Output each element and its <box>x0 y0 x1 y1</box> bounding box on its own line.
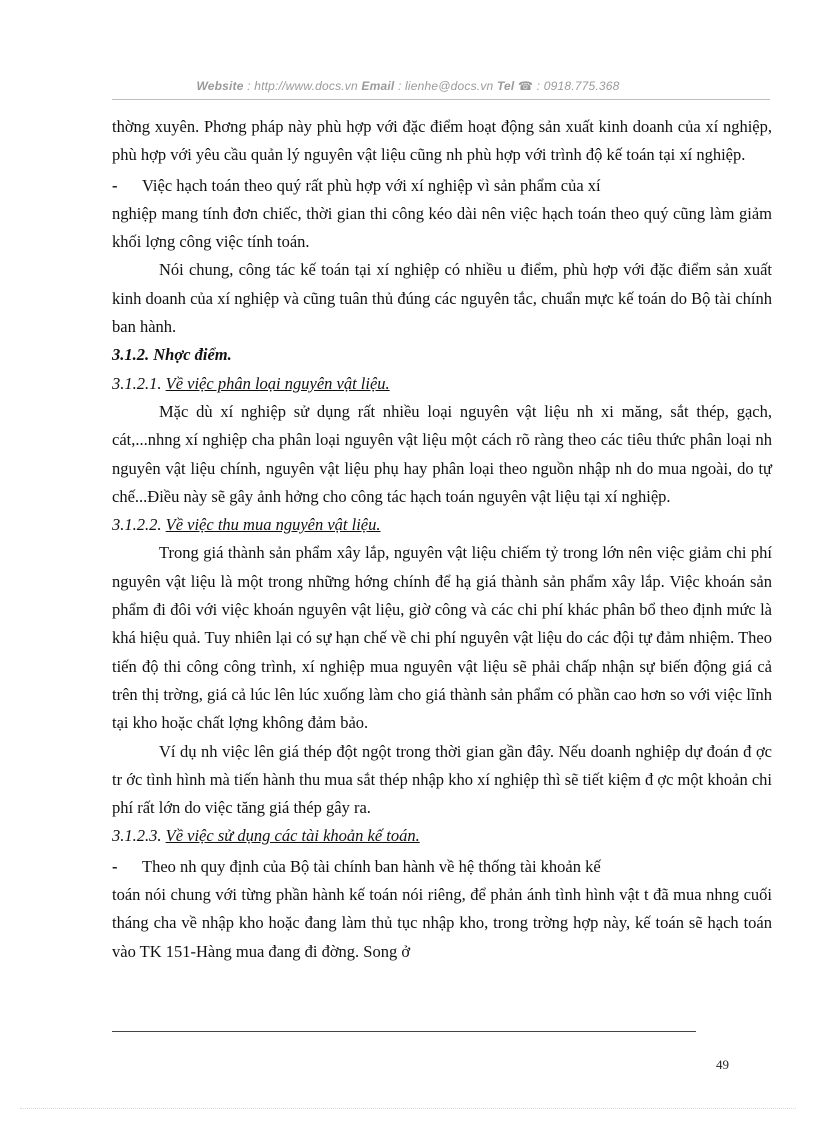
bullet-2 <box>112 853 772 881</box>
bullet-dash-icon: - <box>112 175 118 195</box>
heading-3-1-2-1 <box>112 370 772 398</box>
website-value: : http://www.docs.vn <box>243 79 362 93</box>
paragraph-1: thờng xuyên. Phơng pháp này phù hợp với đặc điểm hoạt động sản xuất kinh doanh của xí nghiệp, phù hợp với yêu cầu quản lý nguyên vật liệu cũng nh phù hợp với trình độ kế toán tại xí nghiệp. <box>112 117 772 165</box>
bullet-1-continuation: nghiệp mang tính đơn chiếc, thời gian thi công kéo dài nên việc hạch toán theo quý cũng làm giảm khối lợng công việc tính toán. <box>112 203 772 252</box>
paragraph-4: Trong giá thành sản phẩm xây lắp, nguyên vật liệu chiếm tỷ trong lớn nên việc giảm chi phí nguyên vật liệu là một trong những hớng chính để hạ giá thành sản phẩm xây lắp. Việc khoán sản phẩm đi đôi với việc khoán nguyên vật liệu, giờ công và các chi phí khác phân bổ theo định mức là khá hiệu quả. Tuy nhiên lại có sự hạn chế về chi phí nguyên vật liệu do các đội tự đảm nhiệm. Theo tiến độ thi công công trình, xí nghiệp mua nguyên vật liệu sẽ phải chấp nhận sự biến động giá cả trên thị trờng, giá cả lúc lên lúc xuống làm cho giá thành sản phẩm có phần cao hơn so với việc lĩnh tại kho hoặc chất lợng không đảm bảo. <box>112 543 772 733</box>
heading-3-1-2-2-text: Về việc thu mua nguyên vật liệu. <box>165 515 381 535</box>
heading-3-1-2-2-number: 3.1.2.2. <box>112 515 166 535</box>
heading-3-1-2-2 <box>112 511 772 539</box>
tel-value: ☎ : 0918.775.368 <box>514 79 620 93</box>
heading-3-1-2-1-text: Về việc phân loại nguyên vật liệu. <box>165 373 390 393</box>
email-label: Email <box>361 79 395 93</box>
header-divider <box>112 99 770 100</box>
page-header <box>0 79 816 93</box>
email-value: : lienhe@docs.vn <box>394 79 497 93</box>
tel-label: Tel <box>496 79 515 93</box>
heading-3-1-2-3-number: 3.1.2.3. <box>112 826 166 846</box>
heading-3-1-2-3-text: Về việc sử dụng các tài khoản kế toán. <box>165 826 420 846</box>
paragraph-3: Mặc dù xí nghiệp sử dụng rất nhiều loại nguyên vật liệu nh xi măng, sắt thép, gạch, cát,...nhng xí nghiệp cha phân loại nguyên vật liệu một cách rõ ràng theo các tiêu thức phân loại nh nguyên vật liệu chính, nguyên vật liệu phụ hay phân loại theo nguồn nhập nh do mua ngoài, do tự chế...Điều này sẽ gây ảnh hởng cho công tác hạch toán nguyên vật liệu tại xí nghiệp. <box>112 401 772 506</box>
bullet-1-line1: Việc hạch toán theo quý rất phù hợp với xí nghiệp vì sản phẩm của xí <box>142 175 601 195</box>
heading-3-1-2-3 <box>112 822 772 850</box>
bullet-dash-icon: - <box>112 856 118 876</box>
document-body <box>112 113 772 966</box>
page-number: 49 <box>716 1057 729 1072</box>
bullet-2-continuation: toán nói chung với từng phần hành kế toán nói riêng, để phản ánh tình hình vật t đã mua nhng cuối tháng cha về nhập kho hoặc đang làm thủ tục nhập kho, trong trờng hợp này, kế toán sẽ hạch toán vào TK 151-Hàng mua đang đi đờng. Song ở <box>112 885 772 961</box>
bullet-2-line1: Theo nh quy định của Bộ tài chính ban hành về hệ thống tài khoản kế <box>142 856 601 876</box>
bullet-1 <box>112 172 772 200</box>
footer-divider <box>112 1031 696 1032</box>
paragraph-5: Ví dụ nh việc lên giá thép đột ngột trong thời gian gần đây. Nếu doanh nghiệp dự đoán đ ợc tr ớc tình hình mà tiến hành thu mua sắt thép nhập kho xí nghiệp thì sẽ tiết kiệm đ ợc một khoản chi phí rất lớn do việc tăng giá thép gây ra. <box>112 741 772 818</box>
heading-3-1-2: 3.1.2. Nhợc điểm. <box>112 345 232 365</box>
paragraph-2: Nói chung, công tác kế toán tại xí nghiệp có nhiều u điểm, phù hợp với đặc điểm sản xuất kinh doanh của xí nghiệp và cũng tuân thủ đúng các nguyên tắc, chuẩn mực kế toán do Bộ tài chính ban hành. <box>112 260 772 337</box>
page-bottom-border <box>20 1108 796 1109</box>
heading-3-1-2-1-number: 3.1.2.1. <box>112 373 166 393</box>
website-label: Website <box>196 79 244 93</box>
